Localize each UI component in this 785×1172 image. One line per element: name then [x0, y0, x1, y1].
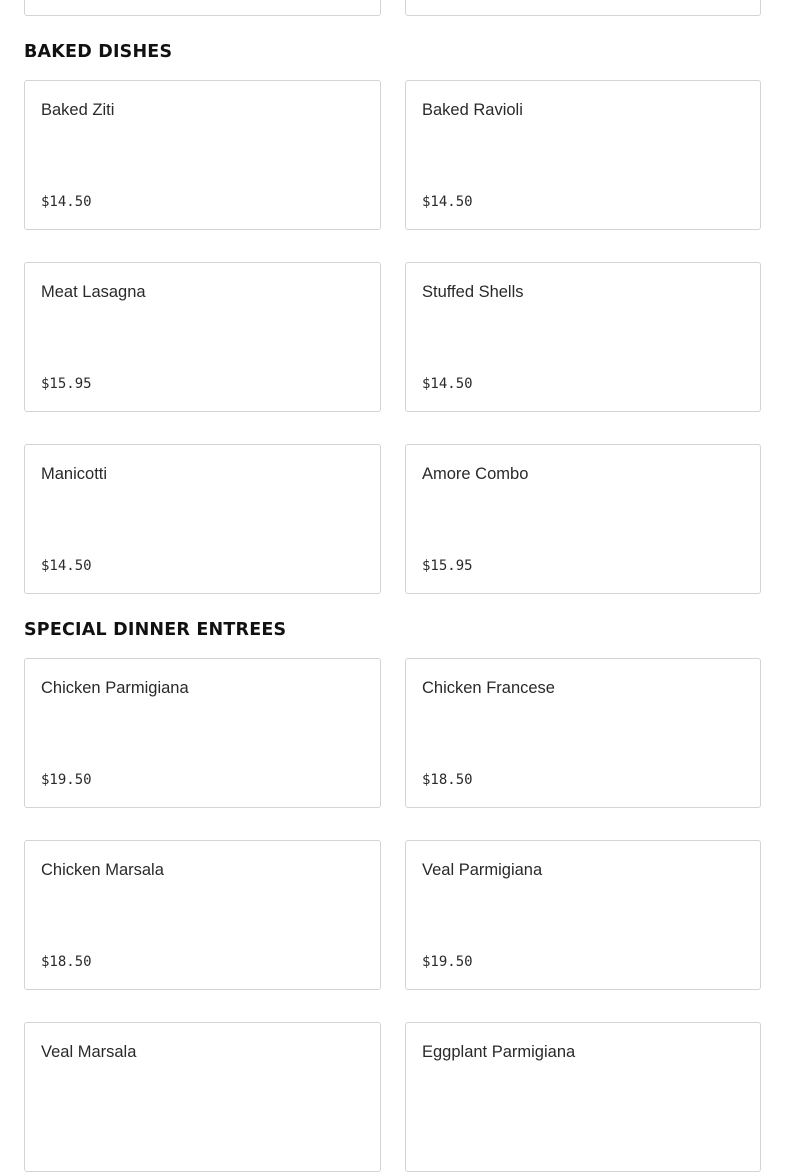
- menu-item-price: $18.50: [41, 954, 92, 970]
- menu-item-name: Chicken Parmigiana: [41, 679, 189, 697]
- menu-item-price: $14.50: [41, 558, 92, 574]
- menu-item-card-veal-parmigiana[interactable]: [405, 840, 761, 990]
- menu-item-card-chicken-marsala[interactable]: [24, 840, 381, 990]
- menu-item-card-manicotti[interactable]: [24, 444, 381, 594]
- menu-item-card-meat-lasagna[interactable]: [24, 262, 381, 412]
- menu-item-name: Veal Marsala: [41, 1043, 137, 1061]
- menu-item-card-amore-combo[interactable]: [405, 444, 761, 594]
- menu-item-price: $19.50: [422, 954, 473, 970]
- menu-item-name: Amore Combo: [422, 465, 529, 483]
- menu-item-name: Chicken Marsala: [41, 861, 164, 879]
- menu-item-price: $14.50: [422, 376, 473, 392]
- menu-item-card[interactable]: [405, 0, 761, 16]
- menu-item-card-veal-marsala[interactable]: [24, 1022, 381, 1172]
- menu-item-card-stuffed-shells[interactable]: [405, 262, 761, 412]
- menu-item-price: $19.50: [41, 772, 92, 788]
- menu-item-price: $14.50: [422, 194, 473, 210]
- menu-item-name: Baked Ziti: [41, 101, 115, 119]
- menu-item-name: Eggplant Parmigiana: [422, 1043, 576, 1061]
- menu-item-card-chicken-francese[interactable]: [405, 658, 761, 808]
- menu-item-name: Stuffed Shells: [422, 283, 524, 301]
- section-title-baked-dishes: BAKED DISHES: [24, 42, 173, 62]
- menu-item-name: Baked Ravioli: [422, 101, 523, 119]
- menu-item-price: $14.50: [41, 194, 92, 210]
- menu-item-card[interactable]: [24, 0, 381, 16]
- menu-item-card-eggplant-parmigiana[interactable]: [405, 1022, 761, 1172]
- menu-item-price: $15.95: [422, 558, 473, 574]
- menu-item-price: $18.50: [422, 772, 473, 788]
- menu-item-card-chicken-parmigiana[interactable]: [24, 658, 381, 808]
- menu-item-name: Veal Parmigiana: [422, 861, 543, 879]
- menu-item-price: $15.95: [41, 376, 92, 392]
- menu-item-name: Chicken Francese: [422, 679, 555, 697]
- menu-item-name: Manicotti: [41, 465, 108, 483]
- menu-item-card-baked-ziti[interactable]: [24, 80, 381, 230]
- section-title-special-dinner-entrees: SPECIAL DINNER ENTREES: [24, 620, 287, 640]
- menu-item-name: Meat Lasagna: [41, 283, 146, 301]
- menu-item-card-baked-ravioli[interactable]: [405, 80, 761, 230]
